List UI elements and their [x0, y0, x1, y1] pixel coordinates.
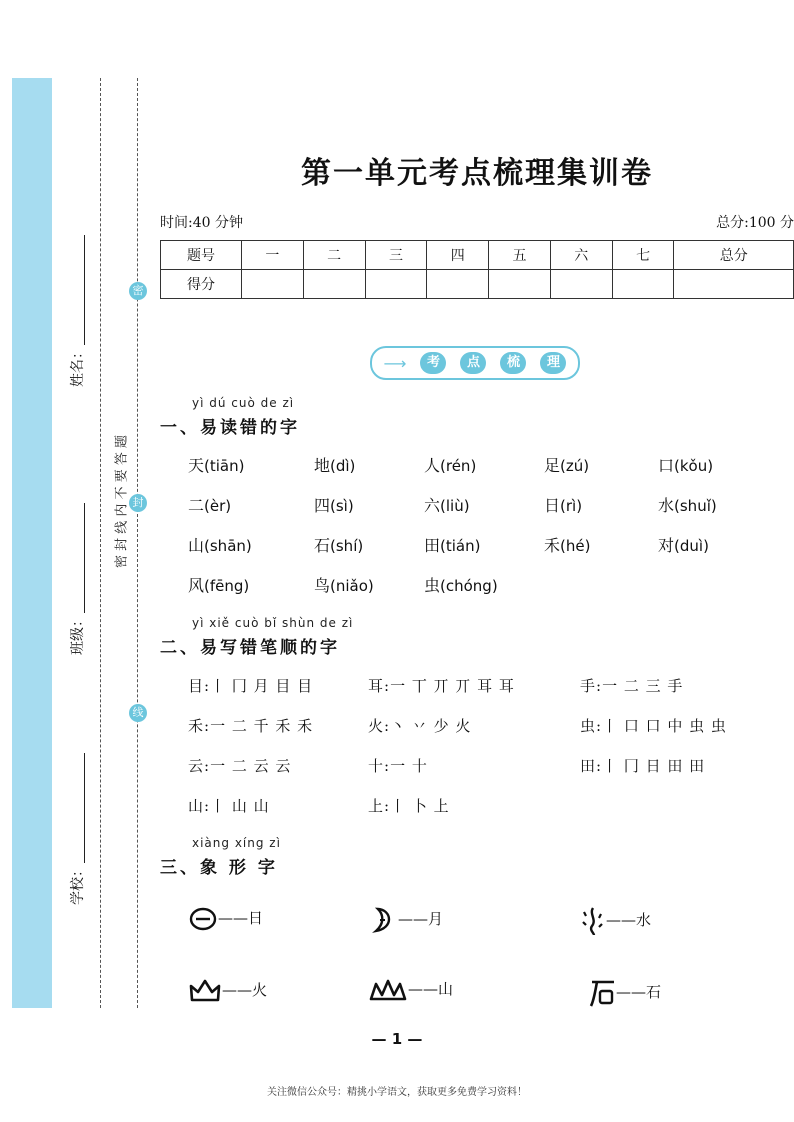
- seal-warning: 密 封 线 内 不 要 答 题: [114, 435, 130, 568]
- reading-char: 石: [314, 536, 331, 555]
- arrow-icon: ⟶: [383, 353, 407, 373]
- reading-pinyin: (kǒu): [674, 457, 714, 475]
- reading-item: [424, 453, 476, 476]
- reading-pinyin: (rì): [560, 497, 583, 515]
- reading-item: [424, 493, 470, 516]
- reading-item: [544, 493, 582, 516]
- score-cell[interactable]: [489, 270, 551, 299]
- time-label: 时间:40 分钟: [160, 215, 243, 231]
- reading-char: 对: [658, 536, 675, 555]
- section2-pinyin: yì xiě cuò bǐ shùn de zì: [192, 616, 354, 630]
- seal-xian-icon: 线: [129, 704, 147, 722]
- reading-char: 水: [658, 496, 675, 515]
- stroke-sequence: 一 二 千 禾 禾: [210, 717, 314, 735]
- score-cell[interactable]: [303, 270, 365, 299]
- header-cell: 七: [612, 241, 674, 270]
- reading-pinyin: (duì): [674, 537, 709, 555]
- section2-title: 二、易写错笔顺的字: [160, 638, 340, 658]
- header-cell: 二: [303, 241, 365, 270]
- pictograph-char: 山: [438, 980, 454, 998]
- reading-item: [544, 533, 590, 556]
- stroke-order-item: 上:丨 卜 上: [368, 797, 450, 815]
- reading-item: [658, 493, 717, 516]
- stroke-sequence: 一 十: [390, 757, 428, 775]
- header-cell: 三: [365, 241, 427, 270]
- score-table: [160, 240, 794, 299]
- reading-pinyin: (chóng): [440, 577, 498, 595]
- score-table-header: [161, 241, 794, 270]
- reading-pinyin: (tián): [440, 537, 481, 555]
- stroke-char: 田: [580, 757, 597, 775]
- binding-dashed-line: [100, 78, 101, 1008]
- stroke-order-item: 火:丶 丷 少 火: [368, 717, 472, 735]
- reading-pinyin: (shuǐ): [674, 497, 717, 515]
- reading-char: 风: [188, 576, 205, 595]
- pictograph-char: 水: [636, 911, 652, 929]
- reading-item: [544, 453, 589, 476]
- class-label: 班级：: [70, 613, 86, 655]
- stroke-char: 十: [368, 757, 385, 775]
- reading-char: 天: [188, 456, 205, 475]
- score-cell[interactable]: [674, 270, 794, 299]
- stroke-order-item: 田:丨 冂 日 田 田: [580, 757, 706, 775]
- pictograph-item: ——火: [188, 978, 267, 1004]
- stroke-sequence: 一 二 云 云: [210, 757, 292, 775]
- stroke-char: 虫: [580, 717, 597, 735]
- score-cell[interactable]: [365, 270, 427, 299]
- reading-char: 足: [544, 456, 561, 475]
- header-cell: 六: [550, 241, 612, 270]
- pictograph-char: 月: [428, 910, 444, 928]
- class-field[interactable]: [67, 485, 87, 655]
- sun-glyph-icon: [188, 906, 218, 932]
- stroke-char: 耳: [368, 677, 385, 695]
- stroke-order-item: 云:一 二 云 云: [188, 757, 292, 775]
- reading-pinyin: (zú): [560, 457, 590, 475]
- stroke-sequence: 丨 卜 上: [390, 797, 450, 815]
- section1-title: 一、易读错的字: [160, 418, 300, 438]
- header-cell: 五: [489, 241, 551, 270]
- score-table-row: [161, 270, 794, 299]
- stroke-order-item: 山:丨 山 山: [188, 797, 270, 815]
- header-cell: 四: [427, 241, 489, 270]
- reading-item: [188, 533, 252, 556]
- stroke-sequence: 丨 冂 月 目 目: [210, 677, 314, 695]
- reading-char: 山: [188, 536, 205, 555]
- stroke-order-item: 手:一 二 三 手: [580, 677, 684, 695]
- reading-char: 四: [314, 496, 331, 515]
- reading-item: [314, 573, 374, 596]
- moon-glyph-icon: [368, 906, 398, 934]
- pictograph-char: 日: [248, 909, 264, 927]
- stroke-char: 手: [580, 677, 597, 695]
- reading-item: [424, 533, 480, 556]
- footer-note: 关注微信公众号：精挑小学语文，获取更多免费学习资料！: [267, 1087, 527, 1098]
- stroke-char: 云: [188, 757, 205, 775]
- stroke-order-item: 目:丨 冂 月 目 目: [188, 677, 314, 695]
- reading-char: 二: [188, 496, 205, 515]
- pictograph-item: ——石: [588, 978, 661, 1008]
- stroke-order-item: 禾:一 二 千 禾 禾: [188, 717, 314, 735]
- stroke-sequence: 一 二 三 手: [602, 677, 684, 695]
- stroke-char: 火: [368, 717, 385, 735]
- reading-item: [424, 573, 498, 596]
- page-title: 第一单元考点梳理集训卷: [301, 156, 653, 191]
- stone-glyph-icon: [588, 978, 616, 1008]
- score-cell[interactable]: [550, 270, 612, 299]
- stroke-char: 山: [188, 797, 205, 815]
- reading-pinyin: (sì): [330, 497, 354, 515]
- stroke-sequence: 丨 冂 日 田 田: [602, 757, 706, 775]
- reading-pinyin: (èr): [204, 497, 232, 515]
- reading-item: [188, 573, 249, 596]
- score-cell[interactable]: [612, 270, 674, 299]
- section1-pinyin: yì dú cuò de zì: [192, 396, 295, 410]
- stroke-sequence: 丶 丷 少 火: [390, 717, 472, 735]
- reading-item: [188, 493, 231, 516]
- stroke-sequence: 一 丅 丌 丌 耳 耳: [390, 677, 515, 695]
- reading-char: 虫: [424, 576, 441, 595]
- stroke-order-item: 十:一 十: [368, 757, 428, 775]
- mountain-glyph-icon: [368, 978, 408, 1002]
- badge-char: 理: [540, 352, 566, 374]
- pictograph-item: ——月: [368, 906, 443, 934]
- reading-item: [314, 493, 354, 516]
- score-cell[interactable]: [242, 270, 304, 299]
- reading-char: 禾: [544, 536, 561, 555]
- page-number: — 1 —: [371, 1030, 423, 1048]
- score-row-label: 得分: [161, 270, 242, 299]
- pictograph-item: ——山: [368, 978, 453, 1002]
- reading-item: [314, 533, 363, 556]
- name-label: 姓名：: [70, 345, 86, 387]
- reading-item: [658, 533, 709, 556]
- reading-item: [314, 453, 355, 476]
- header-cell: 题号: [161, 241, 242, 270]
- stroke-char: 上: [368, 797, 385, 815]
- reading-pinyin: (dì): [330, 457, 356, 475]
- total-label: 总分:100 分: [716, 215, 794, 231]
- school-field[interactable]: [67, 735, 87, 905]
- reading-char: 口: [658, 456, 675, 475]
- section3-title: 三、象 形 字: [160, 858, 278, 878]
- badge-char: 梳: [500, 352, 526, 374]
- seal-feng-icon: 封: [129, 494, 147, 512]
- reading-char: 鸟: [314, 576, 331, 595]
- water-glyph-icon: [580, 906, 606, 936]
- reading-item: [188, 453, 244, 476]
- pictograph-item: ——日: [188, 906, 263, 932]
- stroke-char: 目: [188, 677, 205, 695]
- badge-char: 点: [460, 352, 486, 374]
- header-cell: 总分: [674, 241, 794, 270]
- stroke-char: 禾: [188, 717, 205, 735]
- reading-pinyin: (shí): [330, 537, 364, 555]
- reading-char: 日: [544, 496, 561, 515]
- reading-pinyin: (fēng): [204, 577, 250, 595]
- reading-pinyin: (tiān): [204, 457, 245, 475]
- stroke-order-item: 耳:一 丅 丌 丌 耳 耳: [368, 677, 515, 695]
- binding-strip: [12, 78, 52, 1008]
- reading-pinyin: (shān): [204, 537, 252, 555]
- stroke-sequence: 丨 山 山: [210, 797, 270, 815]
- section3-pinyin: xiàng xíng zì: [192, 836, 281, 850]
- seal-mi-icon: 密: [129, 282, 147, 300]
- reading-char: 地: [314, 456, 331, 475]
- reading-pinyin: (liù): [440, 497, 470, 515]
- score-cell[interactable]: [427, 270, 489, 299]
- section-badge: [370, 346, 580, 380]
- name-field[interactable]: [67, 217, 87, 387]
- school-label: 学校：: [70, 863, 86, 905]
- reading-pinyin: (niǎo): [330, 577, 374, 595]
- fire-glyph-icon: [188, 978, 222, 1004]
- badge-char: 考: [420, 352, 446, 374]
- reading-char: 人: [424, 456, 441, 475]
- reading-pinyin: (hé): [560, 537, 591, 555]
- reading-char: 田: [424, 536, 441, 555]
- reading-char: 六: [424, 496, 441, 515]
- pictograph-item: ——水: [580, 906, 651, 936]
- header-cell: 一: [242, 241, 304, 270]
- reading-item: [658, 453, 713, 476]
- stroke-order-item: 虫:丨 口 口 中 虫 虫: [580, 717, 727, 735]
- stroke-sequence: 丨 口 口 中 虫 虫: [602, 717, 727, 735]
- reading-pinyin: (rén): [440, 457, 477, 475]
- seal-dashed-line: [137, 78, 138, 1008]
- pictograph-char: 火: [252, 981, 268, 999]
- pictograph-char: 石: [646, 983, 662, 1001]
